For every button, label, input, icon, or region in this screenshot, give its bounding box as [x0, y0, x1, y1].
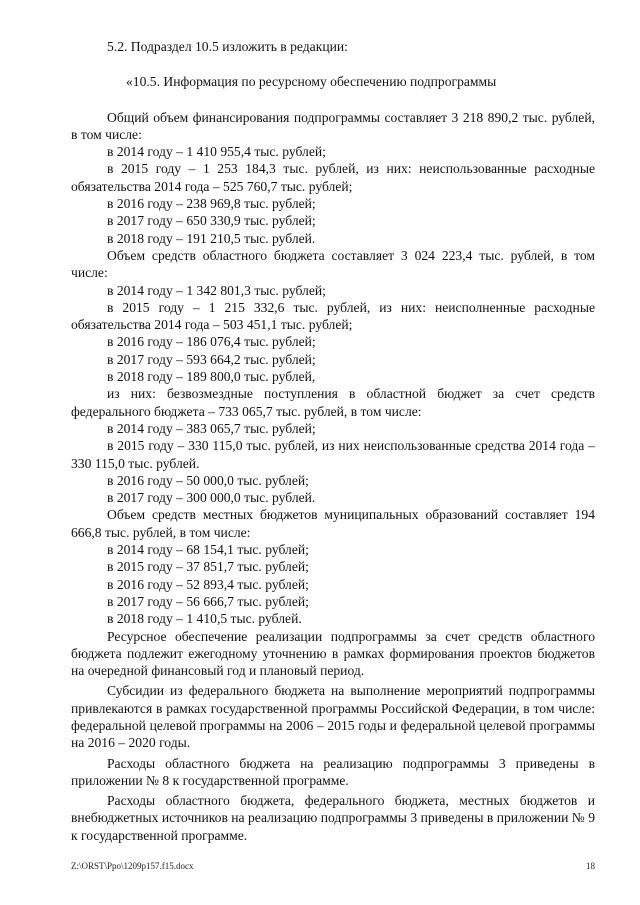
- section-title: «10.5. Информация по ресурсному обеспечению подпрограммы: [126, 74, 497, 90]
- regional-year-2017: в 2017 году – 593 664,2 тыс. рублей;: [107, 351, 316, 367]
- municipal-year-2017: в 2017 году – 56 666,7 тыс. рублей;: [107, 593, 309, 609]
- file-path: Z:\ORST\Ppo\1209p157.f15.docx: [71, 861, 194, 871]
- municipal-year-2016: в 2016 году – 52 893,4 тыс. рублей;: [107, 576, 309, 592]
- municipal-year-2018: в 2018 году – 1 410,5 тыс. рублей.: [107, 611, 302, 627]
- total-year-2015: в 2015 году – 1 253 184,3 тыс. рублей, из них: неиспользованные расходные обязательства 2014 года – 525 760,7 тыс. рублей;: [71, 161, 595, 194]
- regional-year-2015: в 2015 году – 1 215 332,6 тыс. рублей, из них: неисполненные расходные обязательства 2014 года – 503 451,1 тыс. рублей;: [71, 299, 595, 333]
- regional-year-2016: в 2016 году – 186 076,4 тыс. рублей;: [107, 334, 316, 350]
- appendix-8-paragraph: Расходы областного бюджета на реализацию подпрограммы 3 приведены в приложении № 8 к государственной программе.: [71, 755, 595, 788]
- federal-year-2017: в 2017 году – 300 000,0 тыс. рублей.: [107, 490, 316, 506]
- regional-budget-lead: Объем средств областного бюджета составляет 3 024 223,4 тыс. рублей, в том числе:: [71, 247, 595, 281]
- municipal-budget-lead: Объем средств местных бюджетов муниципальных образований составляет 194 666,8 тыс. рублей, в том числе:: [71, 507, 595, 540]
- total-year-2018: в 2018 году – 191 210,5 тыс. рублей.: [107, 230, 316, 246]
- regional-year-2018: в 2018 году – 189 800,0 тыс. рублей,: [107, 369, 316, 385]
- federal-year-2014: в 2014 году – 383 065,7 тыс. рублей;: [107, 420, 316, 436]
- federal-year-2015: в 2015 году – 330 115,0 тыс. рублей, из них неиспользованные средства 2014 года – 330 115,0 тыс. рублей.: [71, 438, 595, 471]
- page-number: 18: [586, 861, 595, 871]
- section-instruction: 5.2. Подраздел 10.5 изложить в редакции:: [107, 39, 348, 54]
- total-financing-lead: Общий объем финансирования подпрограммы составляет 3 218 890,2 тыс. рублей, в том числе:: [71, 109, 595, 142]
- document-body: [71, 38, 595, 844]
- total-year-2014: в 2014 году – 1 410 955,4 тыс. рублей;: [107, 144, 326, 160]
- federal-budget-lead: из них: безвозмездные поступления в областной бюджет за счет средств федерального бюджета – 733 065,7 тыс. рублей, в том числе:: [71, 386, 595, 419]
- regional-year-2014: в 2014 году – 1 342 801,3 тыс. рублей;: [107, 282, 326, 298]
- federal-subsidies-paragraph: Субсидии из федерального бюджета на выполнение мероприятий подпрограммы привлекаются в рамках государственной программы Российской Федерации, в том числе: федеральной целевой программы на 2006 – 2015 годы и федеральной целевой программы на 2016 – 2020 годы.: [71, 683, 595, 751]
- resource-refinement-paragraph: Ресурсное обеспечение реализации подпрограммы за счет средств областного бюджета подлежит ежегодному уточнению в рамках формирования проектов бюджетов на очередной финансовый год и плановый период.: [71, 628, 595, 679]
- municipal-year-2014: в 2014 году – 68 154,1 тыс. рублей;: [107, 542, 309, 558]
- federal-year-2016: в 2016 году – 50 000,0 тыс. рублей;: [107, 472, 309, 488]
- total-year-2016: в 2016 году – 238 969,8 тыс. рублей;: [107, 196, 316, 212]
- total-year-2017: в 2017 году – 650 330,9 тыс. рублей;: [107, 213, 316, 229]
- municipal-year-2015: в 2015 году – 37 851,7 тыс. рублей;: [107, 559, 309, 575]
- appendix-9-paragraph: Расходы областного бюджета, федерального бюджета, местных бюджетов и внебюджетных источников на реализацию подпрограммы 3 приведены в приложении № 9 к государственной программе.: [71, 793, 595, 843]
